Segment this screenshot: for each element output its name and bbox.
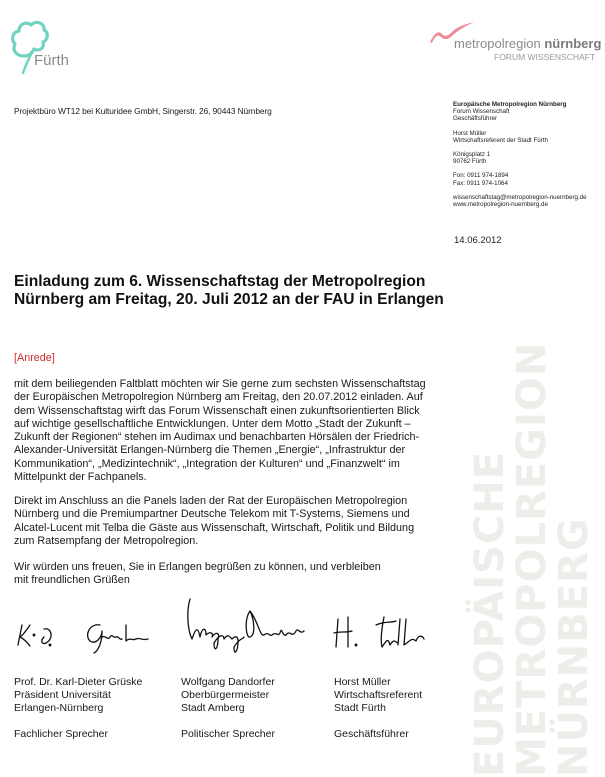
text-line: mit freundlichen Grüßen bbox=[14, 574, 130, 587]
furth-logo bbox=[10, 18, 80, 78]
address-fax: Fax: 0911 974-1064 bbox=[453, 179, 508, 187]
metropolregion-name bbox=[454, 36, 601, 51]
paragraph-reception bbox=[14, 495, 489, 548]
text-line: mit dem beiliegenden Faltblatt möchten wir Sie gerne zum sechsten Wissenschaftstag bbox=[14, 378, 426, 390]
metropolregion-logo bbox=[428, 20, 605, 60]
signatory-title: Stadt Amberg bbox=[181, 702, 245, 714]
text-line: dem Wissenschaftstag wirft das Forum Wissenschaft einen zukunftsorientierten Blick bbox=[14, 404, 420, 417]
text-line: Mittelpunkt der Fachpanels. bbox=[14, 471, 147, 484]
address-role: Geschäftsführer bbox=[453, 115, 498, 123]
text-line: zum Ratsempfang der Metropolregion. bbox=[14, 534, 199, 547]
signature-dandorfer bbox=[180, 597, 310, 659]
address-email[interactable]: wissenschaftstag@metropolregion-nuernberg.de bbox=[453, 193, 587, 201]
address-person: Horst Müller bbox=[453, 129, 487, 137]
signatory-role: Fachlicher Sprecher bbox=[14, 728, 108, 740]
signatory-title: Stadt Fürth bbox=[334, 702, 386, 714]
text-line: Alcatel-Lucent mit Telba die Gäste aus Wissenschaft, Wirtschaft, Politik und Bildung bbox=[14, 521, 415, 534]
signatory-role: Geschäftsführer bbox=[334, 728, 409, 740]
address-city: 90762 Fürth bbox=[453, 158, 487, 166]
signatures bbox=[0, 595, 460, 665]
document-title bbox=[14, 273, 444, 309]
text-line: Kommunikation“, „Medizintechnik“, „Integration der Kulturen“ und „Finanzwelt“ im bbox=[14, 457, 400, 470]
signatory-name: Wolfgang Dandorfer bbox=[181, 676, 275, 688]
signatory-dandorfer bbox=[181, 676, 275, 741]
salutation-placeholder: [Anrede] bbox=[14, 352, 55, 364]
address-web[interactable]: www.metropolregion-nuernberg.de bbox=[453, 201, 548, 209]
signatory-title: Präsident Universität bbox=[14, 689, 111, 701]
text-line: der Europäischen Metropolregion Nürnberg am Freitag, den 20.07.2012 einladen. Auf bbox=[14, 391, 423, 404]
text-line: Zukunft der Regionen“ stehen im Audimax und benachbarten Hörsälen der Friedrich- bbox=[14, 431, 420, 444]
text-line: Direkt im Anschluss an die Panels laden der Rat der Europäischen Metropolregion bbox=[14, 495, 408, 507]
address-dept: Forum Wissenschaft bbox=[453, 108, 510, 116]
letter-date: 14.06.2012 bbox=[454, 235, 502, 246]
watermark-line: NÜRNBERG bbox=[551, 517, 597, 777]
watermark bbox=[467, 341, 605, 777]
signature-gruske bbox=[14, 615, 164, 655]
title-line-2: Nürnberg am Freitag, 20. Juli 2012 an der FAU in Erlangen bbox=[14, 291, 444, 308]
watermark-line: METROPOLREGION bbox=[509, 341, 555, 777]
signature-mueller bbox=[332, 611, 432, 655]
metropolregion-subtitle: FORUM WISSENSCHAFT bbox=[494, 52, 596, 62]
sender-line: Projektbüro WT12 bei Kulturidee GmbH, Singerstr. 26, 90443 Nürnberg bbox=[14, 106, 272, 116]
paragraph-closing bbox=[14, 561, 489, 588]
address-street: Königsplatz 1 bbox=[453, 151, 491, 159]
address-person-title: Wirtschaftsreferent der Stadt Fürth bbox=[453, 136, 548, 144]
signatory-role: Politischer Sprecher bbox=[181, 728, 275, 740]
text-line: Alexander-Universität Erlangen-Nürnberg die Themen „Energie“, „Infrastruktur der bbox=[14, 444, 406, 457]
signatory-name: Horst Müller bbox=[334, 676, 391, 688]
signatory-title: Erlangen-Nürnberg bbox=[14, 702, 104, 714]
signatory-gruske bbox=[14, 676, 142, 741]
watermark-line: EUROPÄISCHE bbox=[467, 450, 513, 777]
signatory-title: Oberbürgermeister bbox=[181, 689, 270, 701]
paragraph-invitation bbox=[14, 378, 489, 484]
text-line: Wir würden uns freuen, Sie in Erlangen begrüßen zu können, und verbleiben bbox=[14, 561, 381, 573]
signatory-name: Prof. Dr. Karl-Dieter Grüske bbox=[14, 676, 143, 688]
signatory-title: Wirtschaftsreferent bbox=[334, 689, 423, 701]
address-block bbox=[453, 101, 603, 215]
address-org: Europäische Metropolregion Nürnberg bbox=[453, 101, 567, 108]
address-phone: Fon: 0911 974-1894 bbox=[453, 172, 509, 180]
text-line: auf wichtige gesellschaftliche Entwicklungen. Unter dem Motto „Stadt der Zukunft – bbox=[14, 417, 411, 430]
furth-logo-text: Fürth bbox=[34, 52, 70, 69]
title-line-1: Einladung zum 6. Wissenschaftstag der Metropolregion bbox=[14, 273, 426, 290]
text-line: Nürnberg und die Premiumpartner Deutsche Telekom mit T-Systems, Siemens und bbox=[14, 508, 410, 521]
metropolregion-name-bold: nürnberg bbox=[544, 36, 602, 51]
metropolregion-name-regular: metropolregion bbox=[454, 36, 545, 51]
signatory-mueller bbox=[334, 676, 422, 741]
